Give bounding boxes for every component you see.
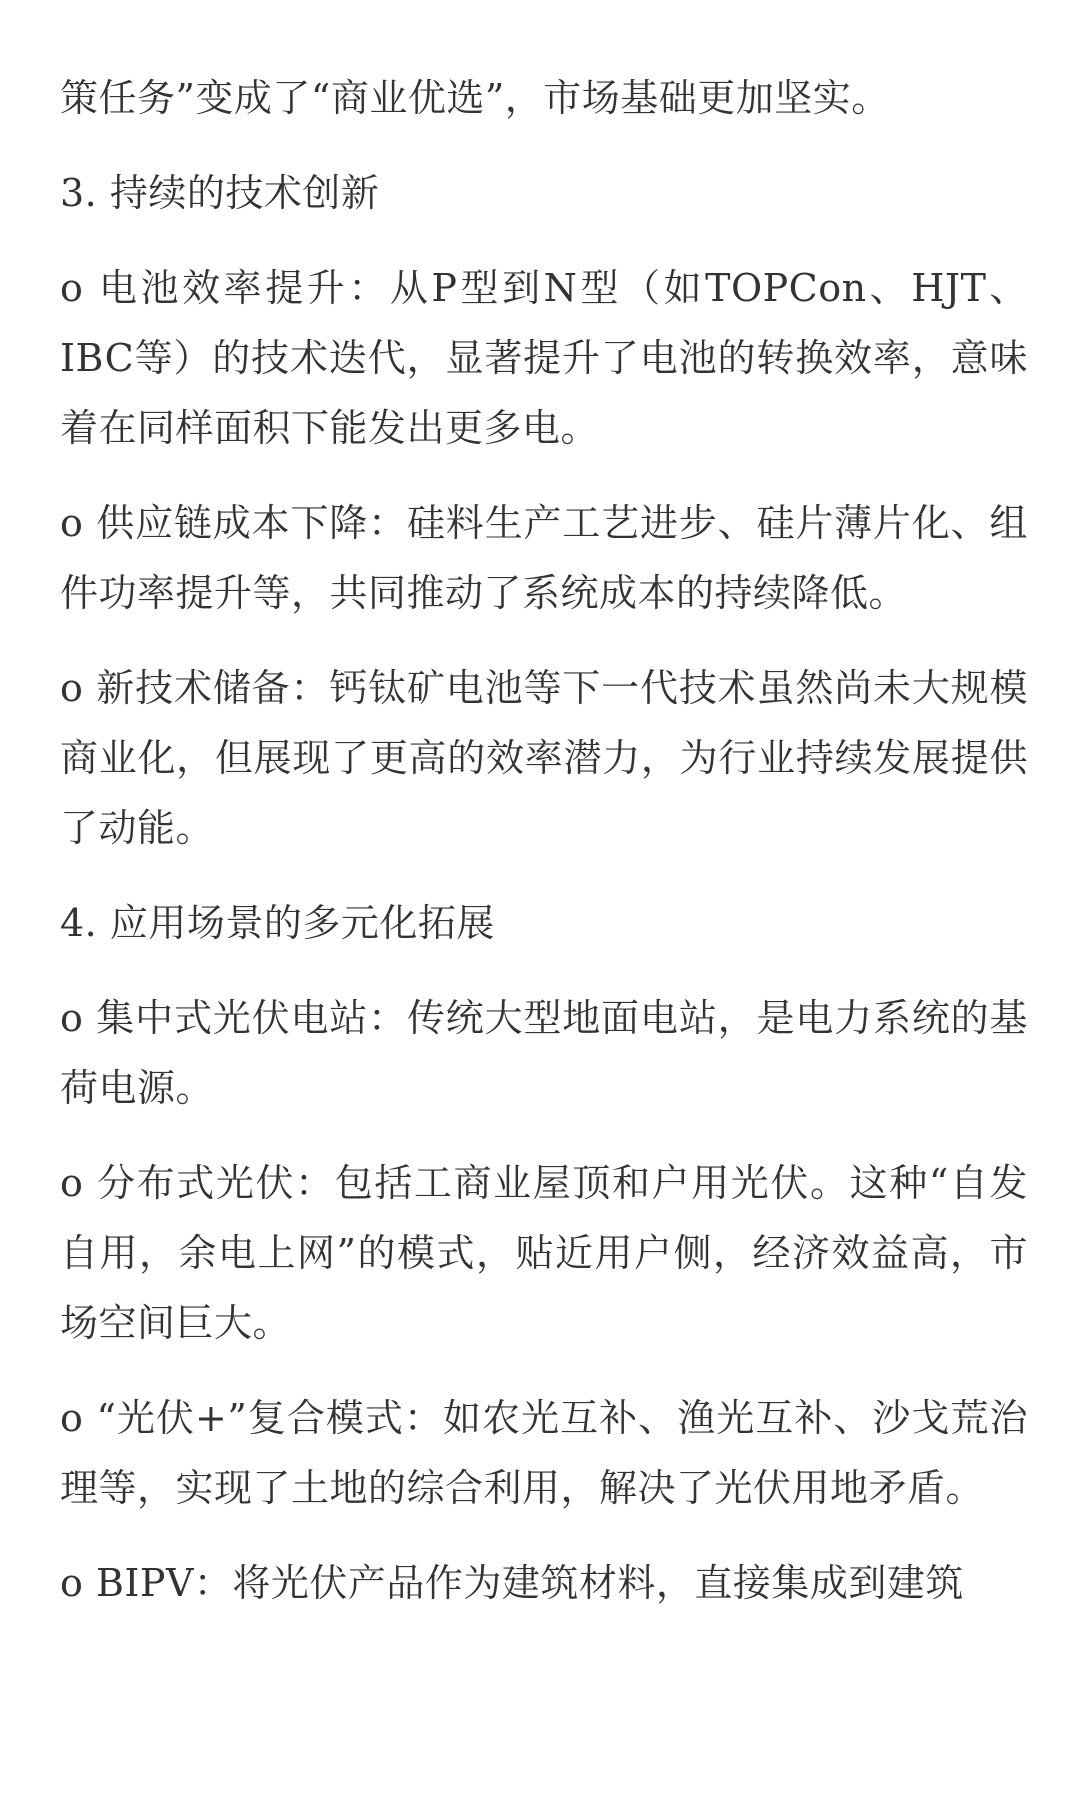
bullet-distributed-pv: o 分布式光伏：包括工商业屋顶和户用光伏。这种“自发自用，余电上网”的模式，贴近用户侧，经济效益高，市场空间巨大。	[60, 1161, 1028, 1345]
article-body	[60, 0, 1028, 1643]
bullet-bipv: o BIPV：将光伏产品作为建筑材料，直接集成到建筑	[60, 1561, 964, 1605]
bullet-new-tech-reserve: o 新技术储备：钙钛矿电池等下一代技术虽然尚未大规模商业化，但展现了更高的效率潜力，为行业持续发展提供了动能。	[60, 666, 1028, 850]
section-heading-applications: 4. 应用场景的多元化拓展	[60, 901, 495, 945]
section-heading-tech-innovation: 3. 持续的技术创新	[60, 171, 380, 215]
bullet-supply-chain-cost: o 供应链成本下降：硅料生产工艺进步、硅片薄片化、组件功率提升等，共同推动了系统成本的持续降低。	[60, 501, 1028, 615]
bullet-pv-plus: o “光伏+”复合模式：如农光互补、渔光互补、沙戈荒治理等，实现了土地的综合利用，解决了光伏用地矛盾。	[60, 1396, 1028, 1510]
paragraph-continuation: 策任务”变成了“商业优选”，市场基础更加坚实。	[60, 76, 890, 120]
bullet-cell-efficiency: o 电池效率提升：从P型到N型（如TOPCon、HJT、IBC等）的技术迭代，显著提升了电池的转换效率，意味着在同样面积下能发出更多电。	[60, 266, 1028, 450]
bullet-centralized-pv: o 集中式光伏电站：传统大型地面电站，是电力系统的基荷电源。	[60, 996, 1028, 1110]
